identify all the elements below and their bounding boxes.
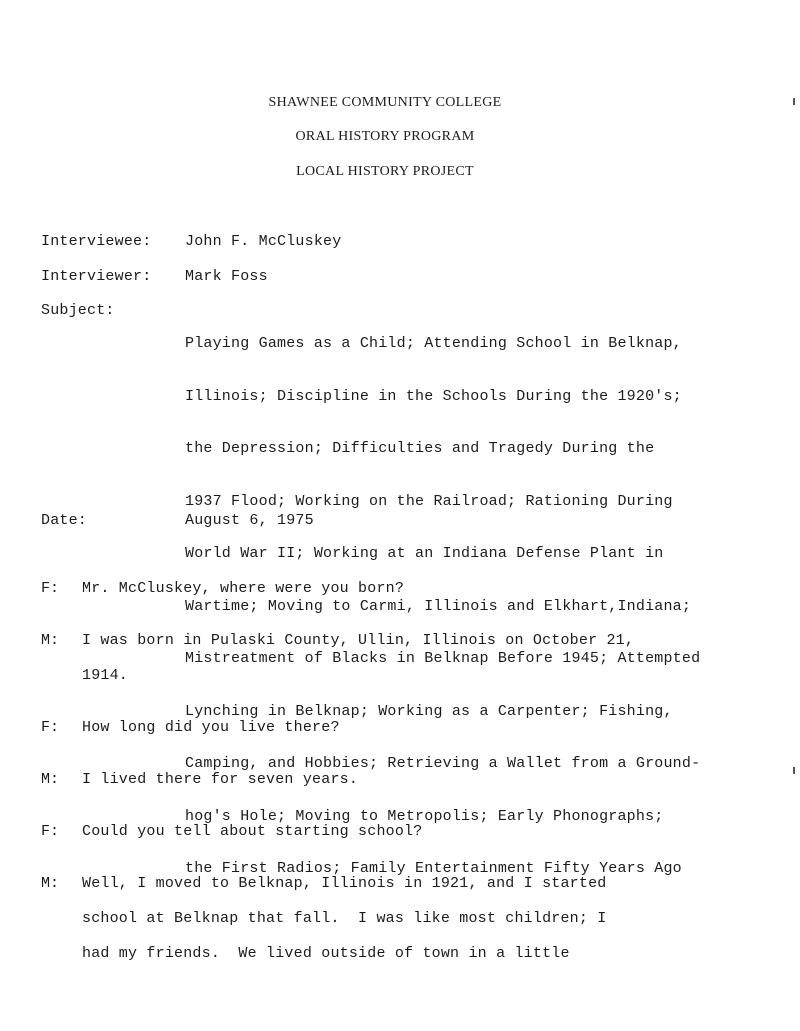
institution-title: SHAWNEE COMMUNITY COLLEGE bbox=[268, 95, 502, 110]
program-title: ORAL HISTORY PROGRAM bbox=[295, 129, 475, 144]
project-title: LOCAL HISTORY PROJECT bbox=[296, 164, 474, 179]
subject-line: Illinois; Discipline in the Schools During the 1920's; bbox=[185, 387, 682, 405]
dialog-line: had my friends. We lived outside of town in a little bbox=[82, 945, 570, 962]
dialog-line: How long did you live there? bbox=[82, 719, 340, 736]
speaker-label: M: bbox=[41, 771, 60, 788]
subject-line: the First Radios; Family Entertainment Fifty Years Ago bbox=[185, 860, 682, 877]
date-label: Date: bbox=[41, 512, 88, 529]
subject-line: hog's Hole; Moving to Metropolis; Early Phonographs; bbox=[185, 807, 664, 825]
dialog-line: Mr. McCluskey, where were you born? bbox=[82, 580, 405, 597]
dialog-line: I was born in Pulaski County, Ullin, Illinois on October 21, bbox=[82, 632, 635, 649]
subject-line: Mistreatment of Blacks in Belknap Before 1945; Attempted bbox=[185, 650, 701, 667]
subject-line: the Depression; Difficulties and Tragedy During the bbox=[185, 440, 655, 457]
interviewer-label: Interviewer: bbox=[41, 268, 152, 285]
scan-mark bbox=[793, 767, 795, 774]
subject-line: Camping, and Hobbies; Retrieving a Wallet from a Ground- bbox=[185, 755, 701, 772]
subject-line: 1937 Flood; Working on the Railroad; Rationing During bbox=[185, 492, 673, 510]
speaker-label: F: bbox=[41, 823, 60, 840]
dialog-line: I lived there for seven years. bbox=[82, 771, 359, 788]
dialog-line: school at Belknap that fall. I was like most children; I bbox=[82, 910, 607, 927]
speaker-label: M: bbox=[41, 632, 60, 649]
subject-line: World War II; Working at an Indiana Defense Plant in bbox=[185, 545, 664, 562]
subject-line: Lynching in Belknap; Working as a Carpenter; Fishing, bbox=[185, 702, 673, 720]
interviewer-value: Mark Foss bbox=[185, 268, 268, 285]
subject-line: Wartime; Moving to Carmi, Illinois and Elkhart,Indiana; bbox=[185, 597, 692, 615]
speaker-label: M: bbox=[41, 875, 60, 892]
subject-value bbox=[185, 300, 775, 913]
date-value: August 6, 1975 bbox=[185, 512, 314, 529]
speaker-label: F: bbox=[41, 580, 60, 597]
subject-label: Subject: bbox=[41, 302, 115, 319]
interviewee-value: John F. McCluskey bbox=[185, 233, 342, 250]
dialog-line: Could you tell about starting school? bbox=[82, 823, 423, 840]
interviewee-label: Interviewee: bbox=[41, 233, 152, 250]
subject-line: Playing Games as a Child; Attending School in Belknap, bbox=[185, 335, 682, 352]
scan-mark bbox=[793, 98, 795, 105]
dialog-line: Well, I moved to Belknap, Illinois in 1921, and I started bbox=[82, 875, 607, 892]
speaker-label: F: bbox=[41, 719, 60, 736]
dialog-line: 1914. bbox=[82, 667, 129, 684]
